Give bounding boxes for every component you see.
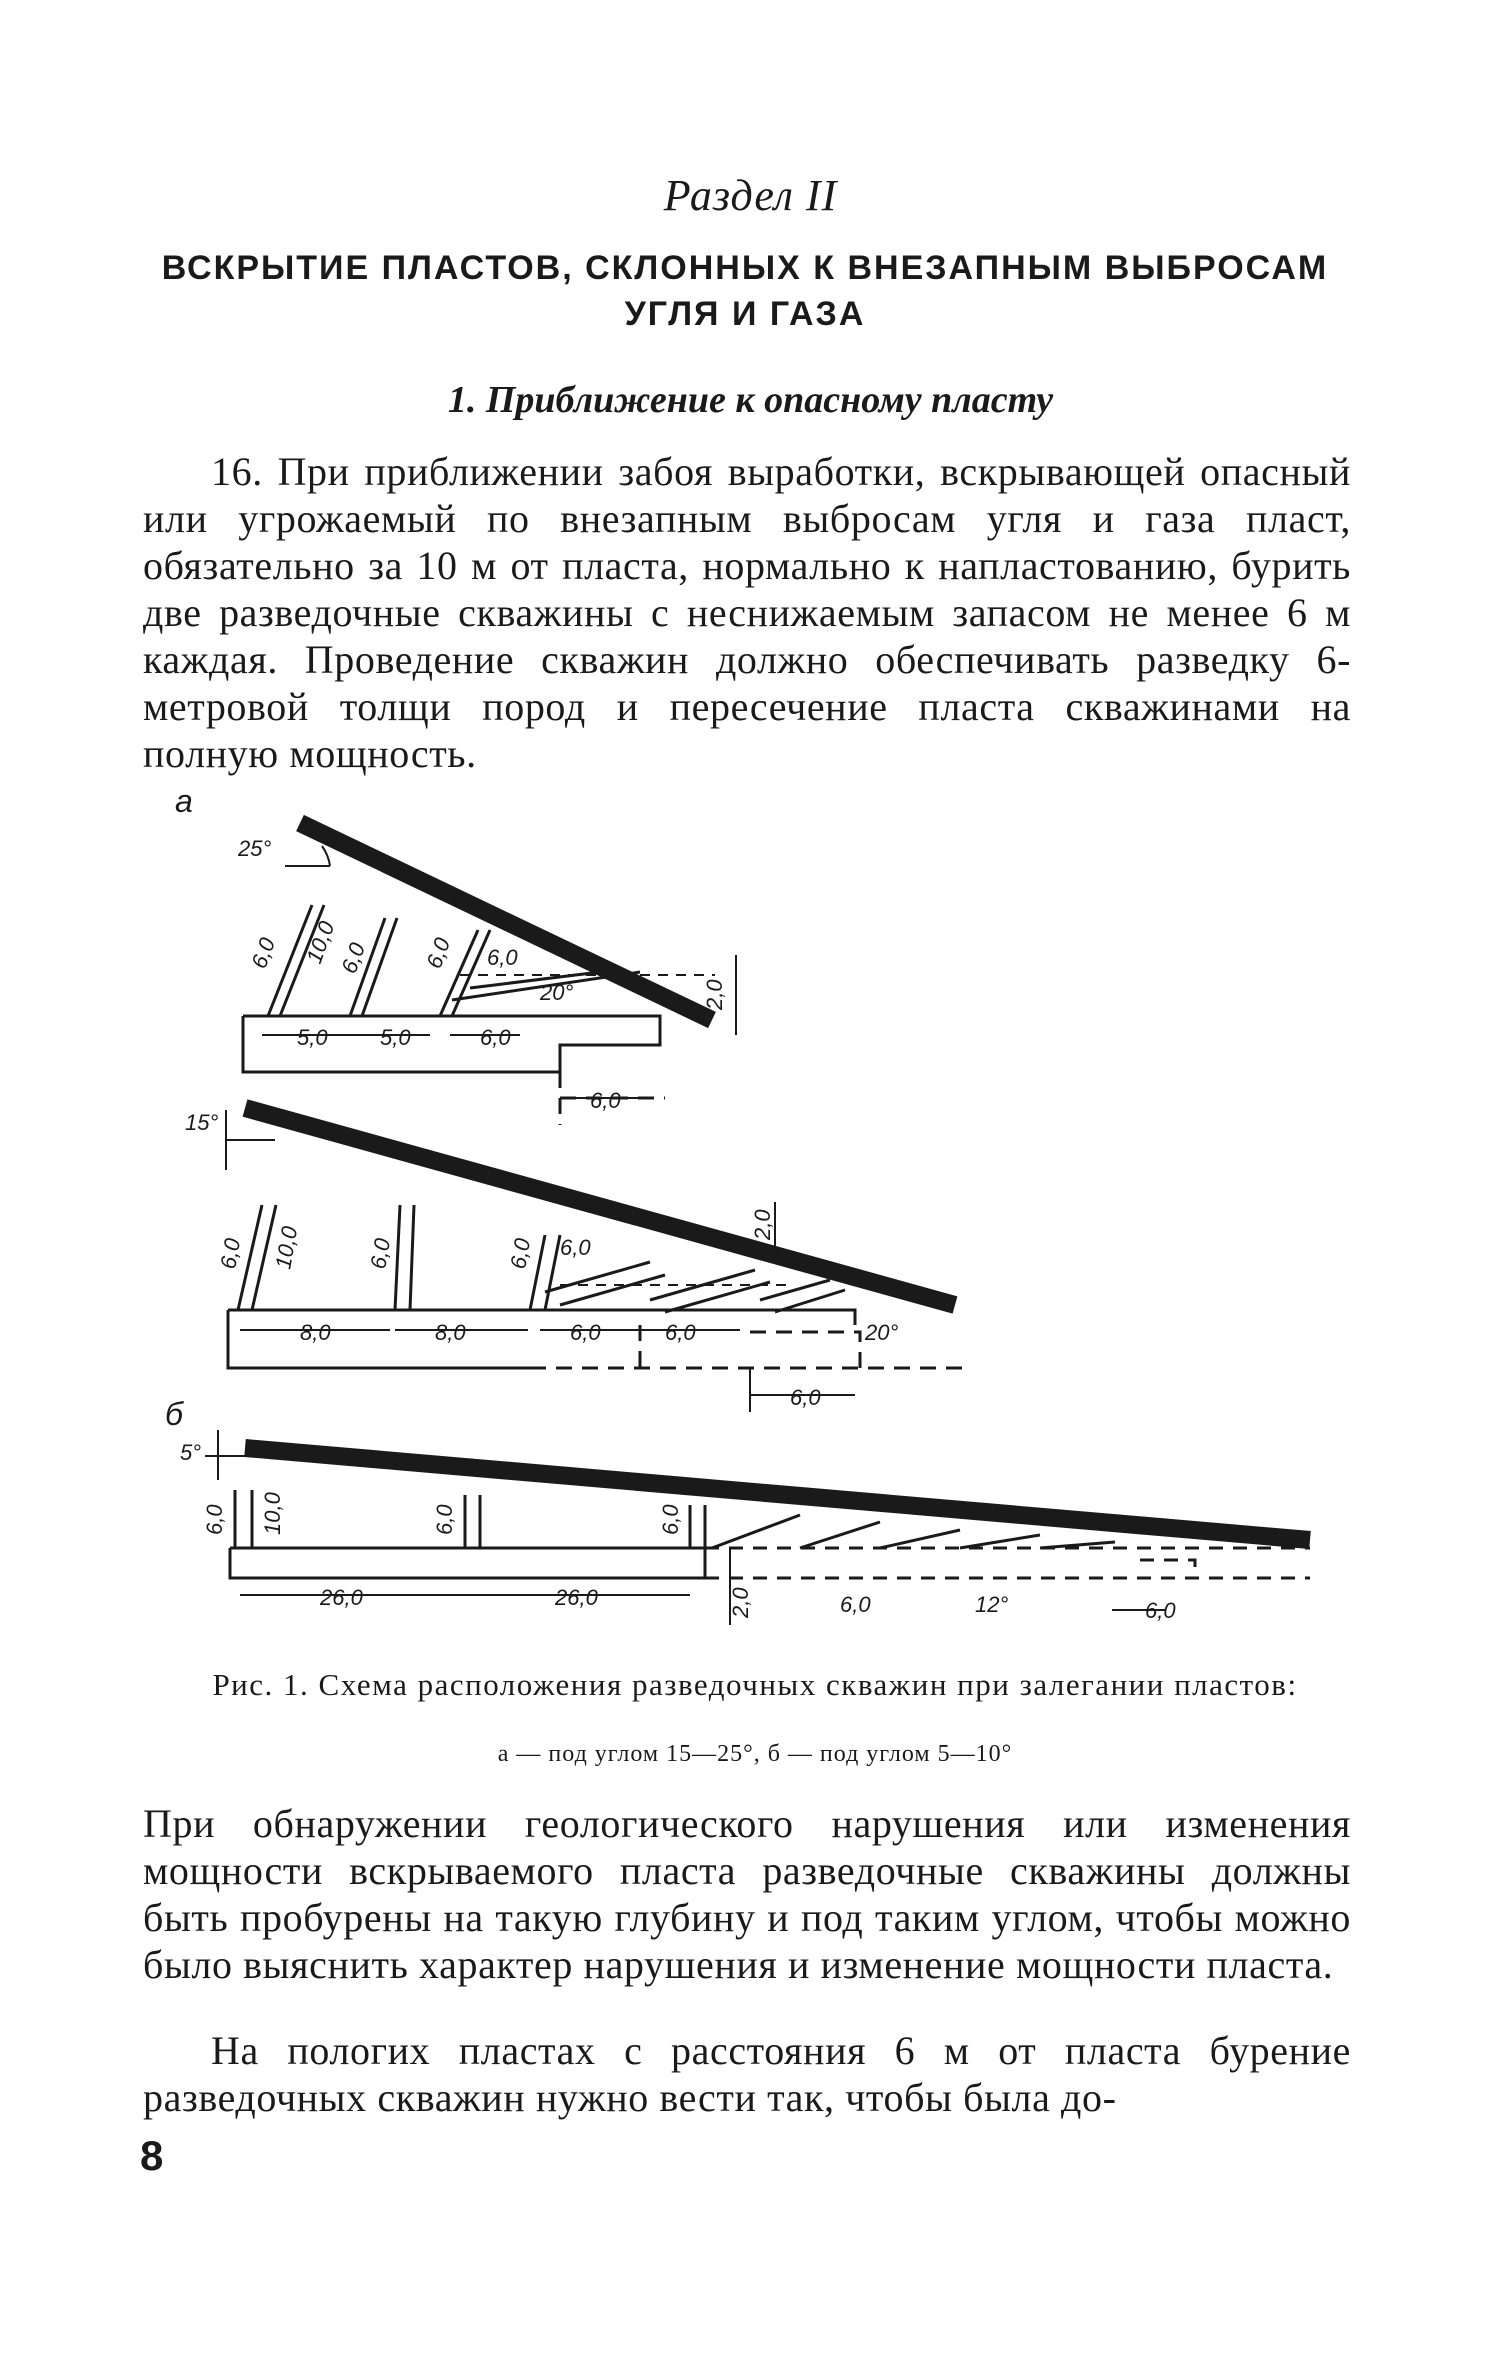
borehole — [395, 1205, 414, 1310]
dimension-label: 6,0 — [590, 1088, 621, 1113]
dimension-label: 10,0 — [301, 917, 340, 967]
dimension-label: 6,0 — [665, 1320, 696, 1345]
page-number: 8 — [140, 2132, 164, 2179]
dimension-label: 6,0 — [1145, 1598, 1176, 1623]
dimension-label: 6,0 — [658, 1504, 683, 1535]
dimension-label: 8,0 — [300, 1320, 331, 1345]
borehole — [238, 1205, 276, 1310]
paragraph-flat-seams: На пологих пластах с расстояния 6 м от пласта бурение разведочных скважин нужно вести так, чтобы была до- — [143, 2028, 1351, 2120]
dimension-label: 8,0 — [435, 1320, 466, 1345]
inclined-borehole — [650, 1270, 770, 1312]
coal-seam — [245, 1448, 1310, 1540]
figure-legend: а — под углом 15—25°, б — под углом 5—10° — [497, 1741, 1013, 1767]
dimension-label: 6,0 — [570, 1320, 601, 1345]
diagram-25-degrees — [243, 823, 736, 1125]
dimension-label: 6,0 — [336, 939, 371, 977]
dimension-label: 6,0 — [215, 1236, 246, 1271]
inclined-borehole — [545, 1262, 665, 1305]
borehole — [530, 1235, 560, 1310]
borehole — [690, 1505, 705, 1548]
dimension-label: 10,0 — [270, 1224, 303, 1271]
section-title: ВСКРЫТИЕ ПЛАСТОВ, СКЛОННЫХ К ВНЕЗАПНЫМ ВЫБРОСАМ УГЛЯ И ГАЗА — [161, 249, 1329, 333]
dimension-label: 6,0 — [505, 1236, 536, 1271]
angle-label: 12° — [975, 1592, 1009, 1617]
inclined-borehole — [760, 1280, 845, 1312]
angle-arc — [322, 846, 330, 866]
angle-label: 25° — [238, 836, 272, 861]
dimension-label: 6,0 — [421, 934, 456, 972]
diagram-5-degrees — [205, 1430, 1310, 1625]
paragraph-16: 16. При приближении забоя выработки, вскрывающей опасный или угрожаемый по внезапным выбросам угля и газа пласт, обязательно за 10 м от пласта, нормально к напластованию, бурить две разведочные скважины с неснижаемым запасом не менее 6 м каждая. Проведение скважин должно обеспечивать разведку 6-метровой толщи пород и пересечение пласта скважинами на полную мощность. — [143, 449, 1351, 776]
main-working — [230, 1548, 705, 1578]
dimension-label: 5,0 — [297, 1025, 328, 1050]
borehole — [235, 1490, 252, 1548]
paragraph-fault: При обнаружении геологического нарушения или изменения мощности вскрываемого пласта разведочные скважины должны быть пробурены на такую глубину и под таким углом, чтобы можно было выяснить характер нарушения и изменение мощности пласта. — [143, 1801, 1351, 1987]
dimension-label: 6,0 — [560, 1235, 591, 1260]
figure-caption: Рис. 1. Схема расположения разведочных скважин при залегании пластов: — [212, 1667, 1298, 1702]
angle-label: 20° — [865, 1320, 899, 1345]
angle-label: 20° — [540, 980, 574, 1005]
dimension-label: 6,0 — [365, 1236, 396, 1271]
dimension-label: 26,0 — [320, 1585, 363, 1610]
dimension-label: 2,0 — [702, 979, 727, 1010]
dimension-label: 5,0 — [380, 1025, 411, 1050]
dimension-label: 6,0 — [480, 1025, 511, 1050]
dimension-label: 6,0 — [840, 1592, 871, 1617]
dimension-label: 2,0 — [728, 1587, 753, 1618]
dimension-label: 6,0 — [246, 934, 281, 972]
section-label: Раздел II — [663, 171, 838, 220]
dimension-label: 6,0 — [487, 945, 518, 970]
subsection-heading: 1. Приближение к опасному пласту — [447, 379, 1054, 421]
panel-label-b: б — [165, 1396, 183, 1432]
borehole — [465, 1495, 480, 1548]
angle-label: 5° — [180, 1440, 202, 1465]
angle-label: 15° — [185, 1110, 219, 1135]
dimension-label: 2,0 — [750, 1209, 775, 1240]
dimension-label: 6,0 — [432, 1504, 457, 1535]
diagram-15-degrees — [225, 1108, 970, 1412]
panel-label-a: а — [175, 783, 193, 819]
dimension-label: 10,0 — [260, 1492, 285, 1535]
dimension-label: 26,0 — [555, 1585, 598, 1610]
dimension-label: 6,0 — [202, 1504, 227, 1535]
working-continuation — [705, 1548, 1310, 1578]
dimension-label: 6,0 — [790, 1385, 821, 1410]
